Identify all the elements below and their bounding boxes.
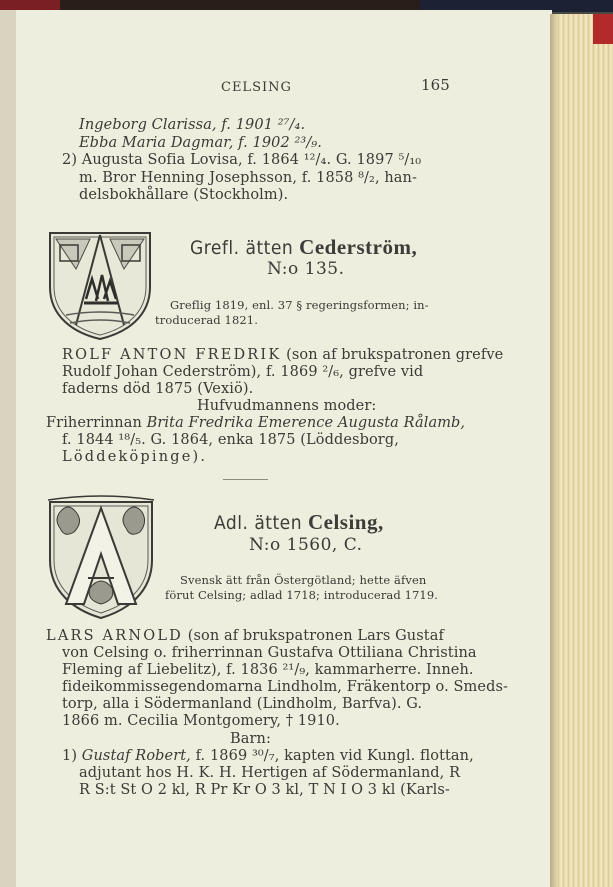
entry-line: 1) Gustaf Robert, f. 1869 ³⁰/₇, kapten vid Kungl. flottan, [62,748,474,764]
family-title: Grefl. ätten Cederström, [190,235,418,259]
entry-line: Fleming af Liebelitz), f. 1836 ²¹/₉, kammarherre. Inneh. [62,662,474,678]
entry-line: fideikommissegendomarna Lindholm, Fräkentorp o. Smeds- [62,679,509,695]
running-header: CELSING [221,80,292,95]
entry-line: f. 1844 ¹⁸/₅. G. 1864, enka 1875 (Löddesborg, [62,432,399,448]
family-intro: troducerad 1821. [155,313,258,327]
family-number: N:o 1560, C. [249,535,363,555]
entry-line: 1866 m. Cecilia Montgomery, † 1910. [62,713,340,729]
page-number: 165 [421,76,450,94]
family-intro: Greflig 1819, enl. 37 § regeringsformen; in- [170,298,429,312]
cederstrom-coat-of-arms-icon [46,229,154,341]
section-separator [223,479,268,480]
entry-line: torp, alla i Södermanland (Lindholm, Barfva). G. [62,696,423,712]
family-number: N:o 135. [267,259,345,279]
continuation-line: Ingeborg Clarissa, f. 1901 ²⁷/₄. [79,117,306,133]
continuation-line: m. Bror Henning Josephsson, f. 1858 ⁸/₂, han- [79,170,417,186]
family-title: Adl. ätten Celsing, [214,510,384,534]
entry-line: Löddeköpinge). [62,449,208,465]
page-stack-edge [550,14,613,887]
entry-line: von Celsing o. friherrinnan Gustafva Ottiliana Christina [62,645,477,661]
entry-line: ROLF ANTON FREDRIK (son af brukspatronen grefve [62,347,504,363]
entry-line: Rudolf Johan Cederström), f. 1869 ²/₆, grefve vid [62,364,424,380]
family-intro: förut Celsing; adlad 1718; introducerad 1719. [165,588,439,602]
entry-line: LARS ARNOLD (son af brukspatronen Lars Gustaf [46,628,444,644]
celsing-coat-of-arms-icon [44,494,158,622]
entry-line: Friherrinnan Brita Fredrika Emerence Augusta Rålamb, [46,415,466,431]
subheading: Barn: [230,731,271,747]
subheading: Hufvudmannens moder: [197,398,377,414]
continuation-line: 2) Augusta Sofia Lovisa, f. 1864 ¹²/₄. G. 1897 ⁵/₁₀ [62,152,422,168]
entry-line: adjutant hos H. K. H. Hertigen af Södermanland, R [79,765,461,781]
continuation-line: Ebba Maria Dagmar, f. 1902 ²³/₉. [79,135,322,151]
family-intro: Svensk ätt från Östergötland; hette äfven [180,573,427,587]
continuation-line: delsbokhållare (Stockholm). [79,187,289,203]
entry-line: R S:t St O 2 kl, R Pr Kr O 3 kl, T N I O 3 kl (Karls- [79,782,450,798]
entry-line: faderns död 1875 (Vexiö). [62,381,254,397]
